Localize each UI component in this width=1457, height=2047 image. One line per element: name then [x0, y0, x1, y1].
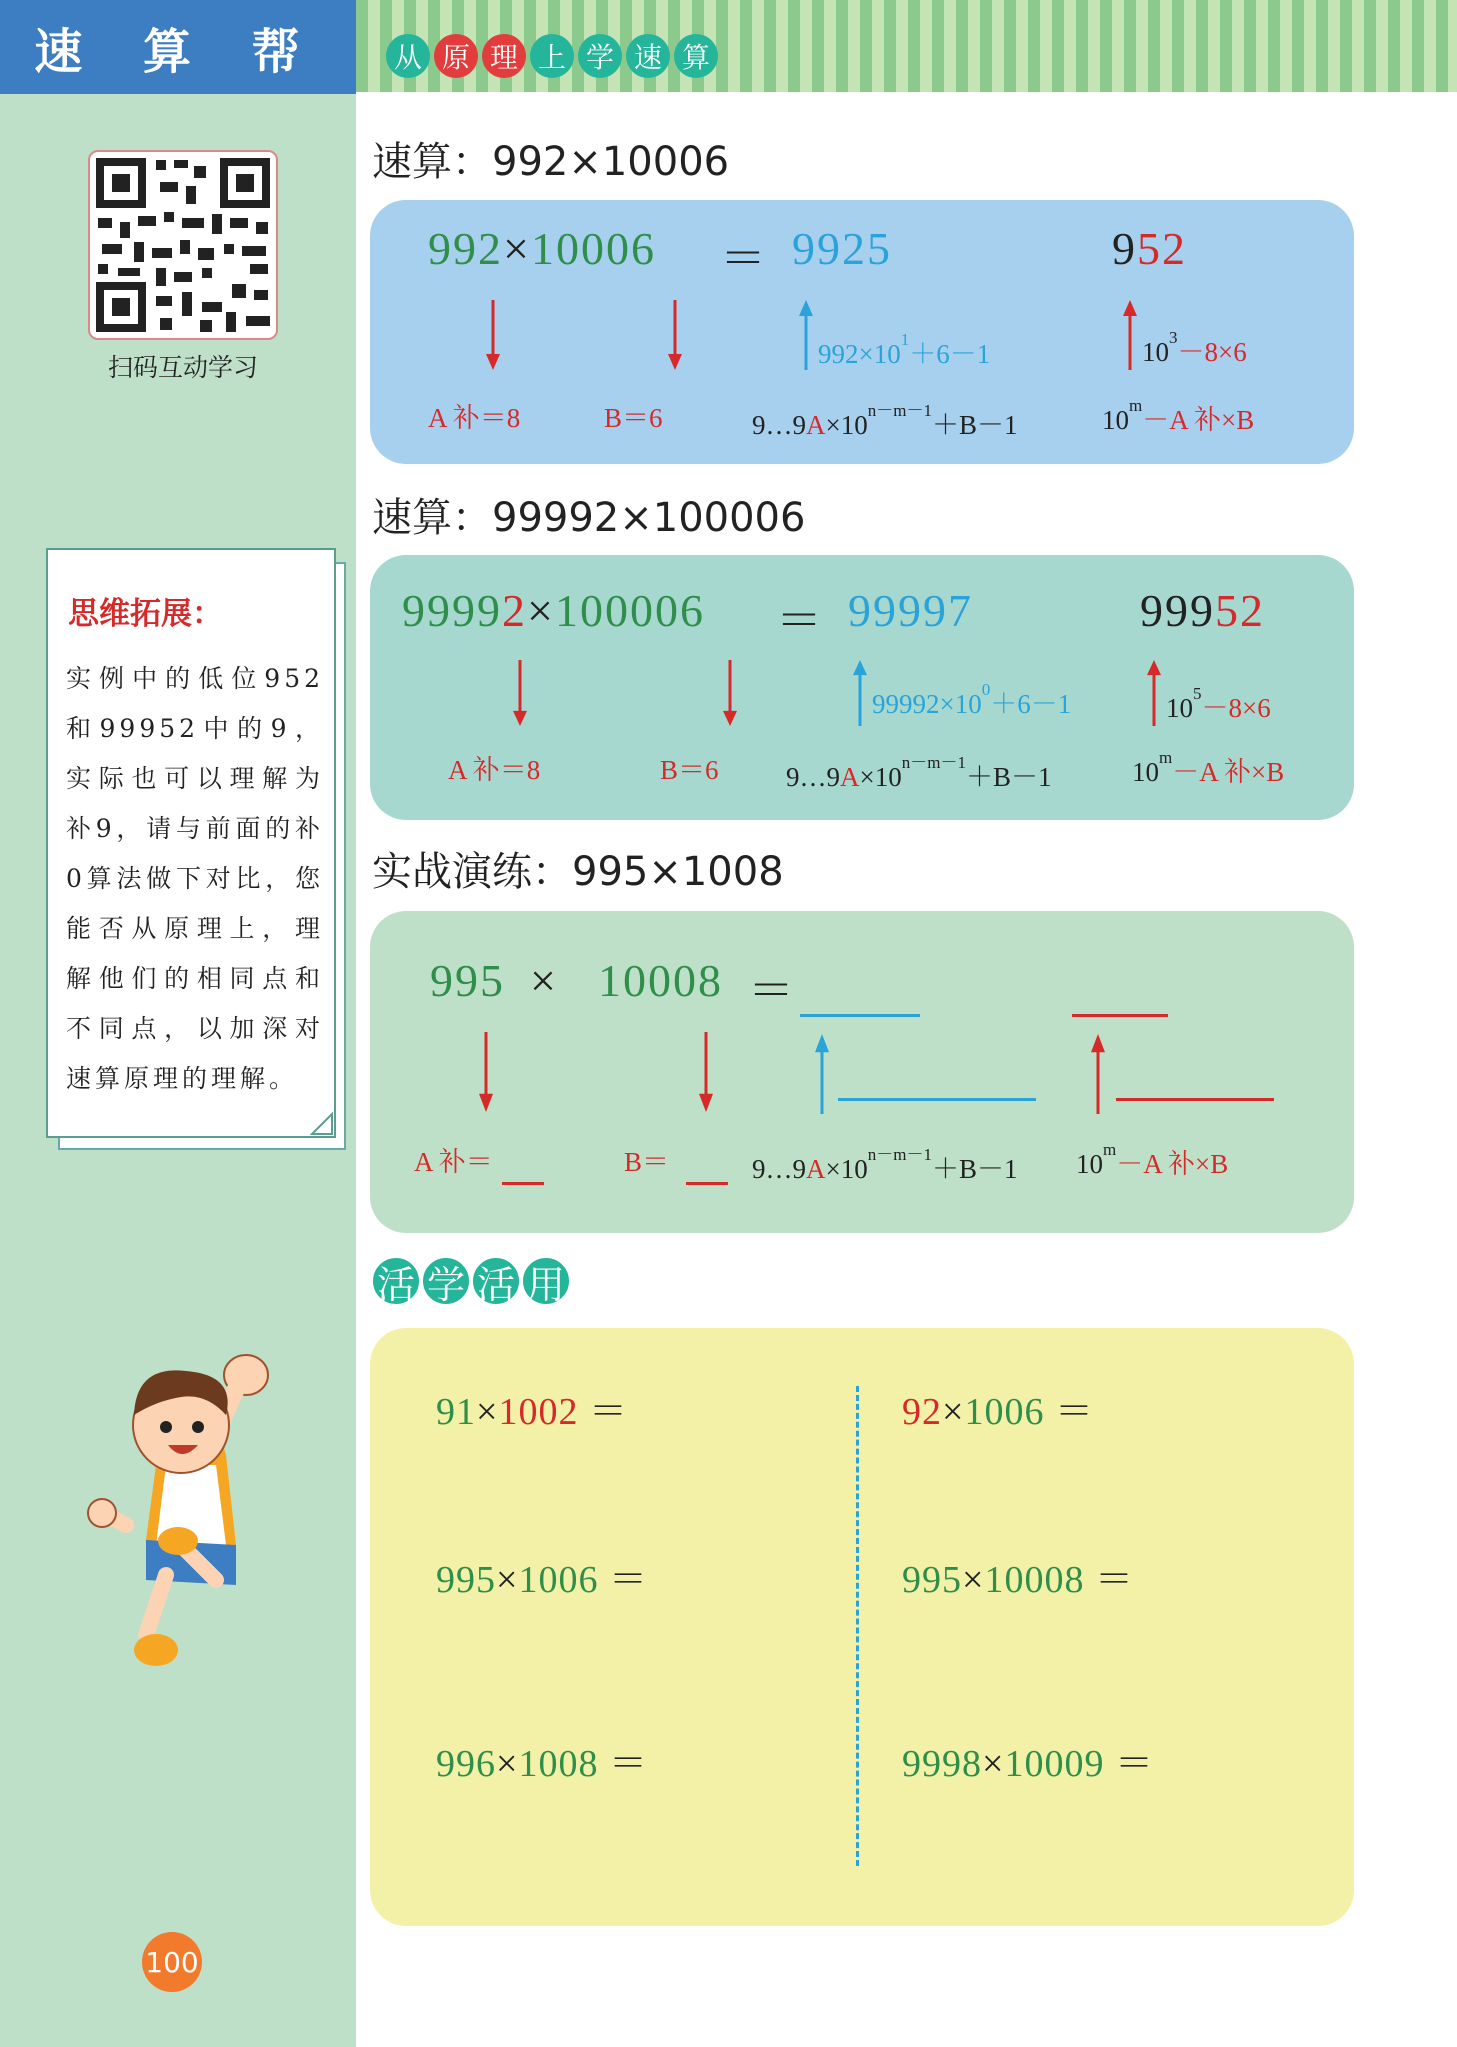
practice-problem: [902, 1548, 1134, 1603]
formula-low: [1102, 396, 1254, 437]
formula-mid: ×10: [825, 1154, 868, 1184]
practice-problem: [902, 1380, 1094, 1435]
formula2-base: 10: [1132, 757, 1159, 787]
formula-prefix: 9…9: [752, 410, 806, 440]
answer-blank-low[interactable]: [1072, 1014, 1168, 1017]
down-arrow-icon: [478, 1032, 494, 1112]
problem-op: ×: [496, 1559, 519, 1601]
page-number: 100: [142, 1932, 202, 1992]
answer-blank-expr-low[interactable]: [1116, 1098, 1274, 1101]
blue-expression: [818, 330, 990, 371]
red-expr-tail: －8×6: [1177, 337, 1247, 367]
up-arrow-icon: [1090, 1034, 1106, 1114]
result-low-prefix: 9: [1112, 223, 1137, 274]
subtitle-char: 算: [674, 34, 718, 78]
formula-exp: n－m－1: [867, 1145, 932, 1164]
blue-expr-tail: ＋6－1: [909, 339, 991, 369]
red-expr-tail: －8×6: [1201, 693, 1271, 723]
problem-op: ×: [942, 1391, 965, 1433]
qr-caption: 扫码互动学习: [107, 353, 258, 382]
formula-prefix: 9…9: [786, 762, 840, 792]
problem-b: 1006: [518, 1559, 599, 1601]
formula-prefix: 9…9: [752, 1154, 806, 1184]
subtitle-char: 理: [482, 34, 526, 78]
formula2-tail: －A 补×B: [1172, 757, 1285, 787]
blue-expr-exp: 1: [900, 330, 910, 349]
practice-operand-a: 995: [430, 955, 505, 1006]
apply-badge-char: 活: [470, 1255, 522, 1307]
problem-eq: ＝: [1114, 1743, 1154, 1785]
subtitle-char: 学: [578, 34, 622, 78]
formula-tail: ＋B－1: [965, 762, 1052, 792]
practice-problem: [436, 1732, 648, 1787]
formula2-exp: m: [1103, 1140, 1117, 1159]
practice-equals: ＝: [748, 965, 796, 1016]
formula2-base: 10: [1102, 405, 1129, 435]
subtitle-char: 上: [530, 34, 574, 78]
result-high: 9925: [792, 223, 892, 274]
qr-code[interactable]: [88, 150, 278, 340]
problem-b: 1006: [964, 1391, 1045, 1433]
answer-blank-a-comp[interactable]: [502, 1182, 544, 1185]
operand-a-last: 2: [502, 585, 527, 636]
operand-b: 100006: [554, 585, 705, 636]
up-arrow-icon: [1146, 660, 1162, 726]
result-high: 99997: [848, 585, 973, 636]
problem-a: 995: [436, 1559, 496, 1601]
problem-b: 1002: [498, 1391, 579, 1433]
practice-operand-b: 10008: [598, 955, 723, 1006]
formula2-base: 10: [1076, 1149, 1103, 1179]
practice-b-value: B＝: [624, 1147, 670, 1177]
formula-a: A: [806, 1154, 826, 1184]
subtitle-char: 原: [434, 34, 478, 78]
problem-op: ×: [962, 1559, 985, 1601]
up-arrow-icon: [1122, 300, 1138, 370]
up-arrow-icon: [798, 300, 814, 370]
up-arrow-icon: [814, 1034, 830, 1114]
red-expr-base: 10: [1166, 693, 1193, 723]
problem-eq: ＝: [588, 1391, 628, 1433]
blue-expr-exp: 0: [981, 680, 991, 699]
formula-low: [1132, 748, 1284, 789]
problem-b: 10009: [1004, 1743, 1105, 1785]
example2-equation: [402, 584, 705, 637]
formula-tail: ＋B－1: [931, 1154, 1018, 1184]
problem-op: ×: [982, 1743, 1005, 1785]
answer-blank-expr-high[interactable]: [838, 1098, 1036, 1101]
a-complement: A 补＝8: [428, 403, 521, 433]
problem-a: 9998: [902, 1743, 982, 1785]
operand-a: 9999: [402, 585, 502, 636]
formula-a: A: [840, 762, 860, 792]
subtitle-char: 从: [386, 34, 430, 78]
header-divider: [356, 92, 1457, 100]
problem-a-red: 92: [902, 1391, 942, 1433]
apply-badge-char: 活: [370, 1255, 422, 1307]
down-arrow-icon: [512, 660, 528, 726]
formula-low: [1076, 1140, 1228, 1181]
up-arrow-icon: [852, 660, 868, 726]
problem-a: 995: [902, 1559, 962, 1601]
example1-equation: [428, 222, 656, 275]
apply-badge-char: 学: [420, 1255, 472, 1307]
down-arrow-icon: [722, 660, 738, 726]
practice-a-complement: A 补＝: [414, 1147, 493, 1177]
note-title: 思维拓展：: [68, 596, 223, 632]
formula2-exp: m: [1129, 396, 1143, 415]
formula-high: [786, 748, 1051, 794]
problem-eq: ＝: [608, 1559, 648, 1601]
formula-mid: ×10: [825, 410, 868, 440]
column-divider: [856, 1386, 859, 1866]
operand-a: 992: [428, 223, 503, 274]
red-expr-base: 10: [1142, 337, 1169, 367]
blue-expr-tail: ＋6－1: [990, 689, 1072, 719]
a-complement: A 补＝8: [448, 755, 541, 785]
cartoon-boy-icon: [86, 1345, 306, 1685]
formula-exp: n－m－1: [867, 401, 932, 420]
blue-expr-base: 992×10: [818, 339, 901, 369]
problem-op: ×: [476, 1391, 499, 1433]
practice-times: ×: [530, 955, 558, 1006]
result-low: [1140, 584, 1265, 637]
problem-a: 996: [436, 1743, 496, 1785]
problem-a: 91: [436, 1391, 476, 1433]
problem-eq: ＝: [1094, 1559, 1134, 1601]
times-sign: ×: [503, 223, 531, 274]
apply-badge-char: 用: [520, 1255, 572, 1307]
formula2-tail: －A 补×B: [1116, 1149, 1229, 1179]
formula2-exp: m: [1159, 748, 1173, 767]
red-expr-exp: 3: [1169, 328, 1178, 347]
note-body: 实例中的低位952和99952中的9，实际也可以理解为补9，请与前面的补0算法做下对比，您能否从原理上，理解他们的相同点和不同点，以加深对速算原理的理解。: [66, 664, 324, 1093]
problem-eq: ＝: [608, 1743, 648, 1785]
formula-a: A: [806, 410, 826, 440]
b-value: B＝6: [660, 755, 719, 785]
practice-problem: [902, 1732, 1154, 1787]
formula2-tail: －A 补×B: [1142, 405, 1255, 435]
operand-b: 10006: [530, 223, 656, 274]
practice-heading: 实战演练：995×1008: [372, 849, 784, 895]
formula-mid: ×10: [859, 762, 902, 792]
formula-exp: n－m－1: [901, 753, 966, 772]
formula-high: [752, 396, 1017, 442]
formula-tail: ＋B－1: [931, 410, 1018, 440]
formula-high: [752, 1140, 1017, 1186]
result-low-suffix: 52: [1215, 585, 1265, 636]
down-arrow-icon: [667, 300, 683, 370]
practice-problem: [436, 1548, 648, 1603]
subtitle-char: 速: [626, 34, 670, 78]
b-value: B＝6: [604, 403, 663, 433]
practice-problem: [436, 1380, 628, 1435]
qr-code-icon: [90, 152, 276, 338]
times-sign: ×: [527, 585, 555, 636]
red-expr-exp: 5: [1193, 684, 1202, 703]
blue-expr-base: 99992×10: [872, 689, 982, 719]
result-low-suffix: 52: [1137, 223, 1187, 274]
answer-blank-b[interactable]: [686, 1182, 728, 1185]
result-low-prefix: 999: [1140, 585, 1215, 636]
problem-op: ×: [496, 1743, 519, 1785]
red-expression: [1166, 684, 1271, 725]
result-low: [1112, 222, 1187, 275]
equals-sign: ＝: [720, 233, 768, 284]
equals-sign: ＝: [776, 595, 824, 646]
problem-b: 10008: [984, 1559, 1085, 1601]
down-arrow-icon: [485, 300, 501, 370]
blue-expression: [872, 680, 1071, 721]
brand-title: 速 算 帮: [0, 0, 356, 94]
answer-blank-high[interactable]: [800, 1014, 920, 1017]
down-arrow-icon: [698, 1032, 714, 1112]
example2-heading: 速算：99992×100006: [372, 495, 806, 541]
page-fold-icon: [310, 1112, 334, 1136]
example1-heading: 速算：992×10006: [372, 139, 730, 185]
red-expression: [1142, 328, 1247, 369]
problem-b: 1008: [518, 1743, 599, 1785]
problem-eq: ＝: [1054, 1391, 1094, 1433]
